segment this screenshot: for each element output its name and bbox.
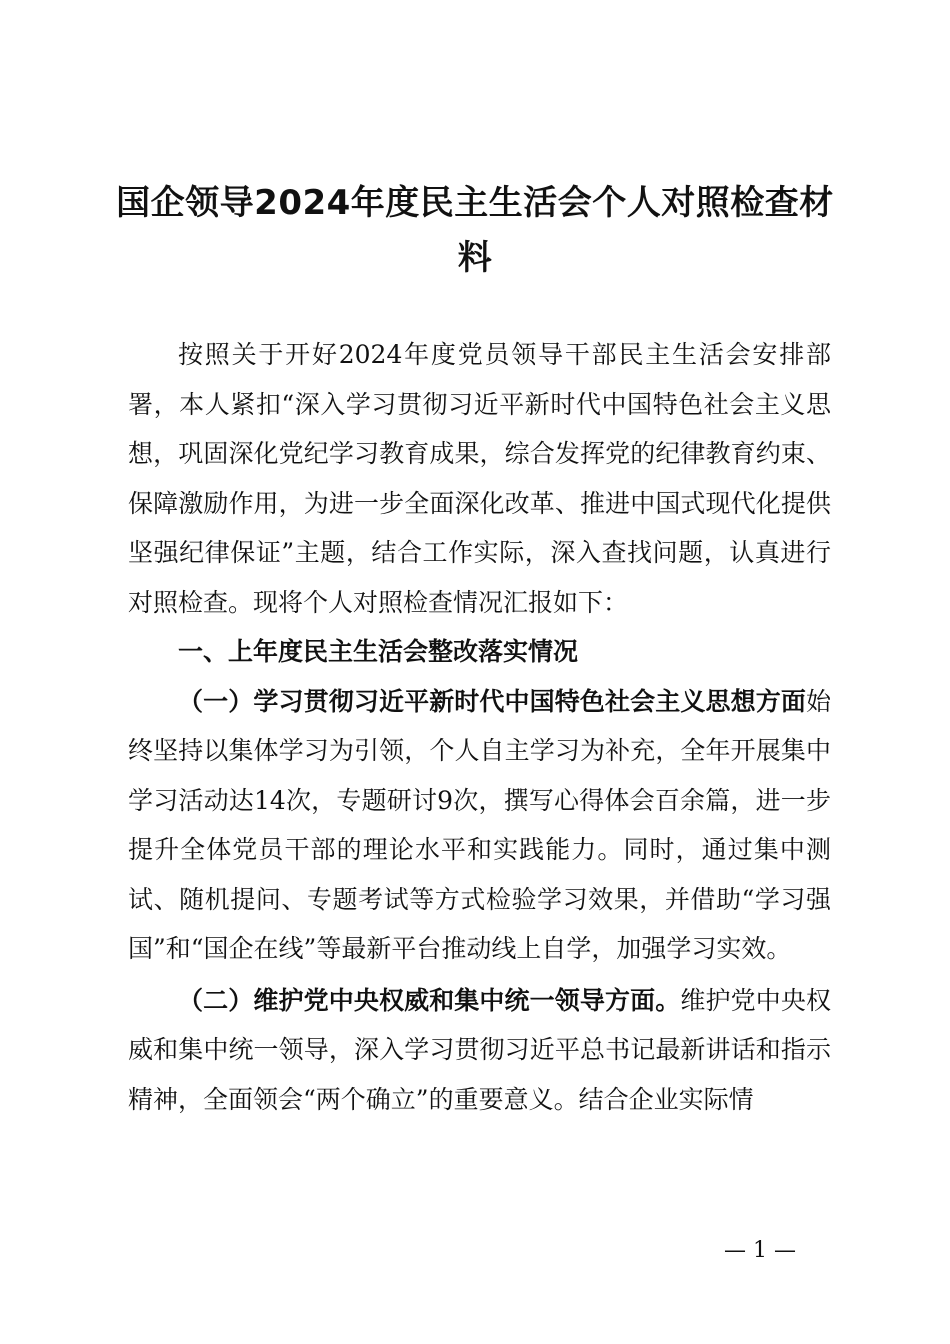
subsection-1-text: 始终坚持以集体学习为引领，个人自主学习为补充，全年开展集中学习活动达14次，专题研讨9次，撰写心得体会百余篇，进一步提升全体党员干部的理论水平和实践能力。同时，通过集中测试、随机提问、专题考试等方式检验学习效果，并借助“学习强国”和“国企在线”等最新平台推动线上自学，加强学习实效。 [128,686,831,963]
subsection-1-heading: （一）学习贯彻习近平新时代中国特色社会主义思想方面 [178,686,806,716]
document-body [128,330,831,1124]
intro-paragraph: 按照关于开好2024年度党员领导干部民主生活会安排部署，本人紧扣“深入学习贯彻习近平新时代中国特色社会主义思想，巩固深化党纪学习教育成果，综合发挥党的纪律教育约束、保障激励作用，为进一步全面深化改革、推进中国式现代化提供坚强纪律保证”主题，结合工作实际，深入查找问题，认真进行对照检查。现将个人对照检查情况汇报如下： [128,340,831,617]
section-heading: 一、上年度民主生活会整改落实情况 [178,637,579,666]
document-title: 国企领导2024年度民主生活会个人对照检查材料 [116,183,834,278]
subsection-2-heading: （二）维护党中央权威和集中统一领导方面。 [178,985,681,1015]
subsection-1 [128,677,831,974]
page-number: — 1 — [724,1238,796,1263]
subsection-2-text: 维护党中央权威和集中统一领导，深入学习贯彻习近平总书记最新讲话和指示精神，全面领会“两个确立”的重要意义。结合企业实际情 [128,985,831,1114]
subsection-2 [128,976,831,1125]
